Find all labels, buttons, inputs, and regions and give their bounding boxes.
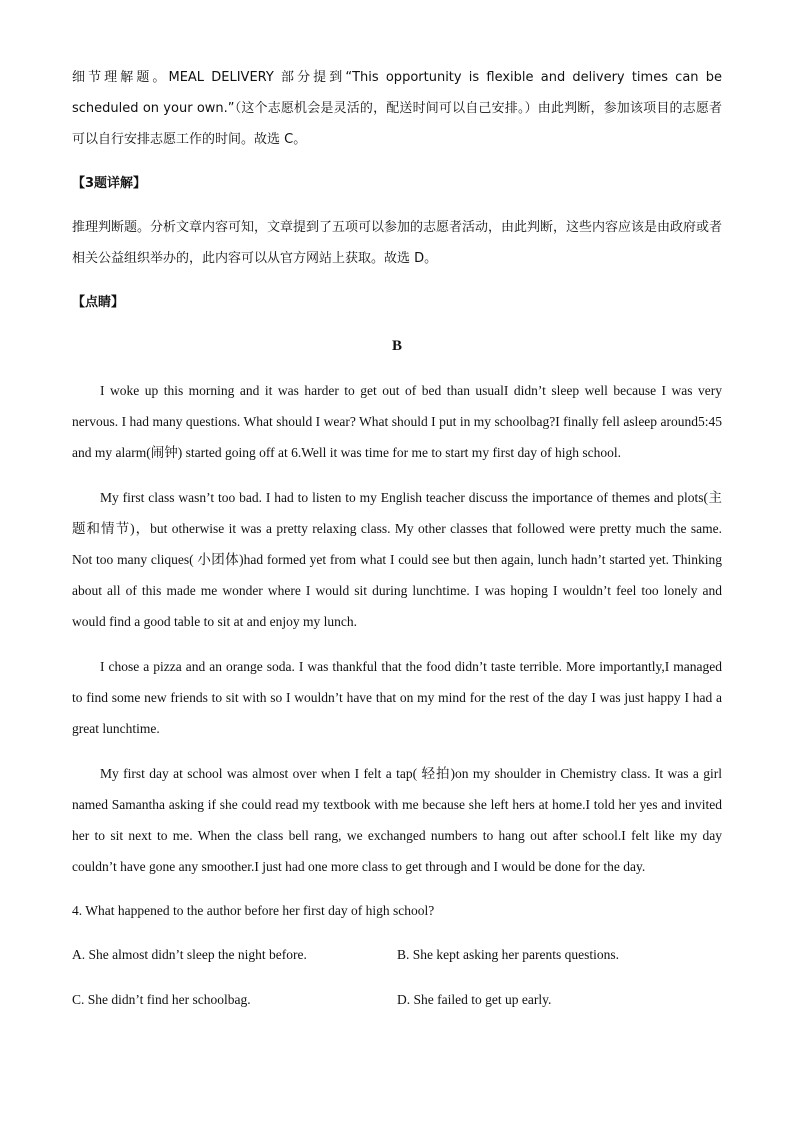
option-a: A. She almost didn’t sleep the night before. xyxy=(72,947,307,962)
option-d: D. She failed to get up early. xyxy=(397,992,552,1007)
question-4-options xyxy=(72,939,722,1015)
q3-explanation: 推理判断题。分析文章内容可知，文章提到了五项可以参加的志愿者活动，由此判断，这些内容应该是由政府或者相关公益组织举办的，此内容可以从官方网站上获取。故选 D。 xyxy=(72,220,723,266)
passage-paragraph-1: I woke up this morning and it was harder to get out of bed than usualI didn’t sleep well because I was very nervous. I had many questions. What should I wear? What should I put in my schoolbag?I finally fell asleep around5:45 and my alarm(闹钟) started going off at 6.Well it was time for me to start my first day of high school. xyxy=(72,383,722,460)
passage-paragraph-2: My first class wasn’t too bad. I had to listen to my English teacher discuss the importance of themes and plots(主题和情节)，but otherwise it was a pretty relaxing class. My other classes that followed were pretty much the same. Not too many cliques( 小团体)had formed yet from what I could see but then again, lunch hadn’t started yet. Thinking about all of this made me wonder where I would sit during lunchtime. I was hoping I wouldn’t feel too lonely and would find a good table to sit at and enjoy my lunch. xyxy=(72,490,722,629)
passage-paragraph-4: My first day at school was almost over when I felt a tap( 轻拍)on my shoulder in Chemistry class. It was a girl named Samantha asking if she could read my textbook with me because she left hers at home.I told her yes and invited her to sit next to me. When the class bell rang, we exchanged numbers to hang out after school.I felt like my day couldn’t have gone any smoother.I just had one more class to get through and I would be done for the day. xyxy=(72,766,722,874)
q3-heading: 【3题详解】 xyxy=(72,176,147,191)
dianjing-heading: 【点睛】 xyxy=(72,295,125,310)
document-page xyxy=(72,62,722,1015)
section-title: B xyxy=(391,338,402,354)
option-b: B. She kept asking her parents questions. xyxy=(397,947,619,962)
question-4-stem: 4. What happened to the author before her first day of high school? xyxy=(72,903,435,918)
passage-paragraph-3: I chose a pizza and an orange soda. I was thankful that the food didn’t taste terrible. More importantly,I managed to find some new friends to sit with so I wouldn’t have that on my mind for the rest of the day I was just happy I had a great lunchtime. xyxy=(72,659,722,736)
q2-explanation: 细节理解题。MEAL DELIVERY 部分提到“This opportunity is flexible and delivery times can be scheduled on your own.”（这个志愿机会是灵活的，配送时间可以自己安排。）由此判断，参加该项目的志愿者可以自行安排志愿工作的时间。故选 C。 xyxy=(72,70,722,147)
option-c: C. She didn’t find her schoolbag. xyxy=(72,992,251,1007)
